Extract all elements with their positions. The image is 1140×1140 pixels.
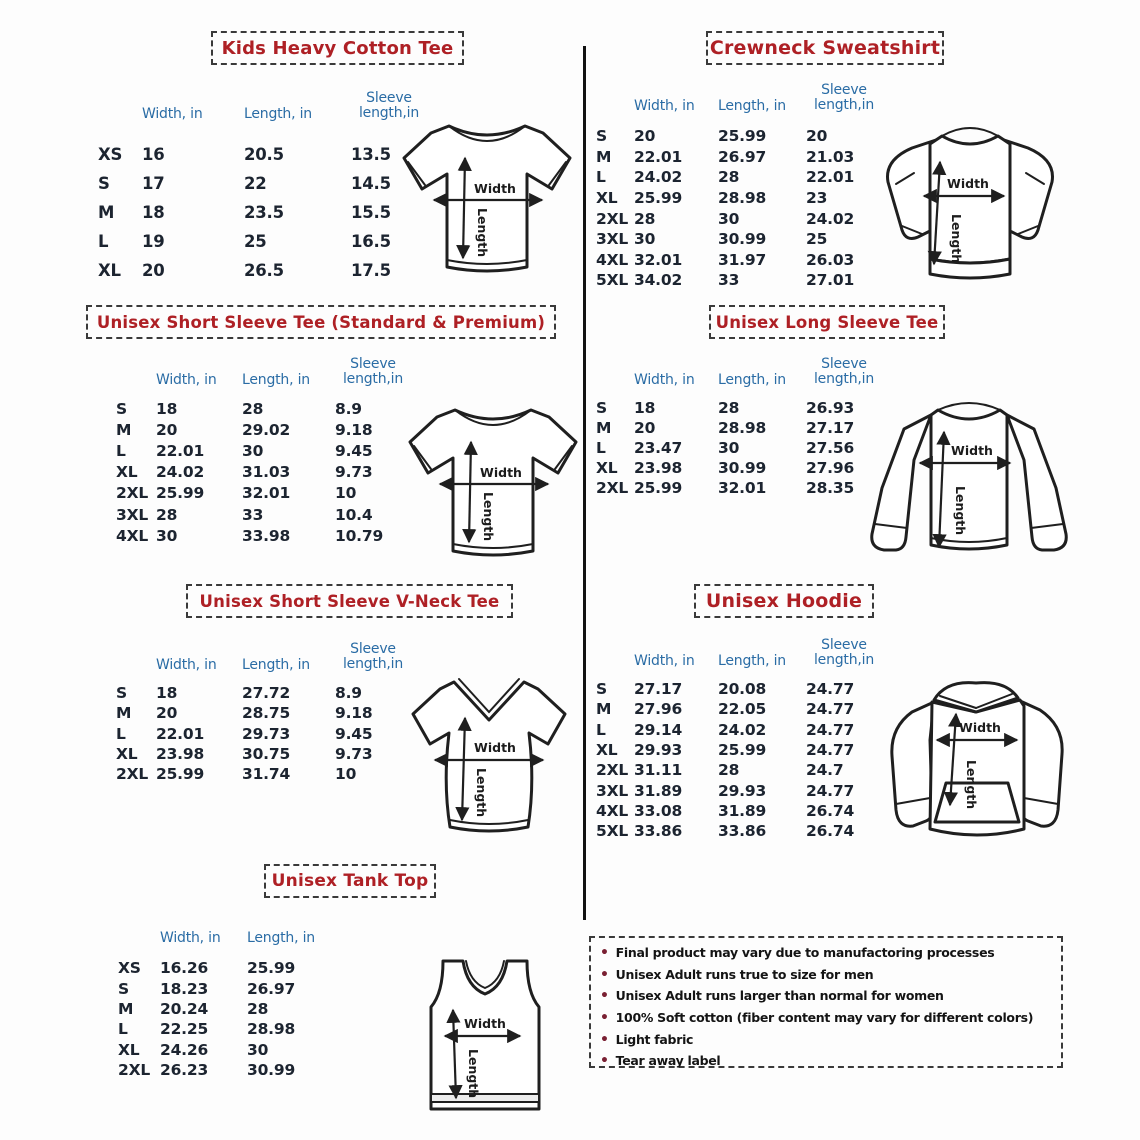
size-label: S	[596, 680, 607, 699]
measurement-value: 20	[156, 420, 178, 439]
size-label: M	[596, 147, 612, 166]
measurement-value: 34.02	[634, 271, 683, 290]
measurement-value: 14.5	[351, 174, 391, 193]
measurement-value: 28.98	[718, 189, 767, 208]
size-label: S	[596, 399, 607, 417]
section-title: Unisex Hoodie	[694, 584, 874, 618]
column-header-width: Width, in	[634, 653, 695, 669]
size-label: M	[98, 203, 115, 222]
size-label: XL	[118, 1040, 140, 1059]
measurement-value: 30	[634, 230, 656, 249]
section-title: Kids Heavy Cotton Tee	[211, 31, 464, 65]
length-label: Length	[949, 214, 964, 264]
measurement-value: 24.02	[718, 720, 767, 739]
hoodie-illustration	[882, 670, 1077, 855]
measurement-value: 30	[156, 526, 178, 545]
measurement-value: 24.77	[806, 680, 855, 699]
note-item	[600, 1053, 1052, 1075]
measurement-value: 33.08	[634, 801, 683, 820]
size-label: L	[116, 724, 126, 743]
column-header-sleeve: Sleeve length,in	[813, 355, 875, 388]
size-label: L	[596, 168, 606, 187]
measurement-value: 31.03	[242, 463, 291, 482]
column-header-length: Length, in	[247, 930, 315, 946]
bullet-icon: •	[600, 1053, 609, 1070]
size-label: 4XL	[596, 801, 629, 820]
measurement-value: 29.14	[634, 720, 683, 739]
measurement-value: 27.72	[242, 684, 291, 703]
width-label: Width	[474, 740, 516, 755]
measurement-value: 22.25	[160, 1020, 209, 1039]
column-header-width: Width, in	[160, 930, 221, 946]
size-table	[596, 78, 886, 291]
measurement-value: 26.93	[806, 399, 855, 417]
size-label: 3XL	[596, 781, 629, 800]
column-header-width: Width, in	[142, 106, 203, 122]
measurement-value: 9.73	[335, 463, 373, 482]
measurement-value: 31.89	[634, 781, 683, 800]
measurement-value: 18	[156, 684, 178, 703]
measurement-value: 24.77	[806, 741, 855, 760]
size-table	[118, 908, 340, 1080]
measurement-value: 25.99	[634, 189, 683, 208]
measurement-value: 27.96	[806, 459, 855, 477]
measurement-value: 26.97	[718, 147, 767, 166]
notes-box	[589, 936, 1063, 1068]
measurement-value: 20	[142, 261, 165, 280]
measurement-value: 25.99	[718, 741, 767, 760]
size-label: XL	[596, 459, 618, 477]
note-item	[600, 967, 1052, 989]
section-title: Unisex Short Sleeve Tee (Standard & Premium)	[86, 305, 556, 339]
corner-spacer	[596, 114, 634, 126]
size-label: 2XL	[596, 479, 629, 497]
size-label: 3XL	[596, 230, 629, 249]
size-label: 4XL	[116, 526, 149, 545]
note-item	[600, 1032, 1052, 1054]
measurement-value: 24.02	[634, 168, 683, 187]
measurement-value: 30	[242, 441, 264, 460]
measurement-value: 30.99	[247, 1061, 296, 1080]
measurement-value: 26.5	[244, 261, 284, 280]
measurement-value: 25.99	[156, 765, 205, 784]
measurement-value: 20	[634, 127, 656, 146]
length-label: Length	[964, 760, 979, 810]
size-table	[116, 628, 420, 784]
note-text: Unisex Adult runs larger than normal for women	[615, 988, 944, 1004]
sweatshirt-illustration	[862, 118, 1078, 295]
note-text: Unisex Adult runs true to size for men	[615, 966, 874, 982]
measurement-value: 15.5	[351, 203, 391, 222]
size-label: M	[116, 420, 132, 439]
size-label: XL	[116, 745, 138, 764]
size-label: S	[596, 127, 607, 146]
column-header-sleeve: Sleeve length,in	[813, 81, 875, 114]
size-label: M	[596, 700, 612, 719]
section-title: Unisex Short Sleeve V-Neck Tee	[186, 584, 513, 618]
size-label: S	[116, 399, 127, 418]
measurement-value: 18	[634, 399, 656, 417]
measurement-value: 20.5	[244, 145, 284, 164]
size-label: L	[118, 1020, 128, 1039]
size-label: S	[116, 684, 127, 703]
measurement-value: 28.35	[806, 479, 855, 497]
size-label: L	[98, 232, 109, 251]
measurement-value: 24.77	[806, 781, 855, 800]
corner-spacer	[116, 673, 156, 683]
measurement-value: 27.56	[806, 439, 855, 457]
column-header-width: Width, in	[156, 657, 217, 673]
measurement-value: 9.45	[335, 724, 373, 743]
note-text: Tear away label	[615, 1053, 721, 1069]
length-label: Length	[953, 486, 968, 536]
size-label: 3XL	[116, 505, 149, 524]
size-label: 2XL	[118, 1061, 151, 1080]
measurement-value: 30	[718, 439, 740, 457]
measurement-value: 33.86	[718, 822, 767, 841]
size-label: XL	[596, 741, 618, 760]
measurement-value: 28	[242, 399, 264, 418]
section-title: Unisex Long Sleeve Tee	[709, 305, 945, 339]
long-sleeve-tee-illustration	[862, 396, 1077, 573]
measurement-value: 27.17	[634, 680, 683, 699]
measurement-value: 24.77	[806, 700, 855, 719]
measurement-value: 16	[142, 145, 165, 164]
measurement-value: 10.79	[335, 526, 384, 545]
measurement-value: 28	[247, 999, 269, 1018]
measurement-value: 25.99	[718, 127, 767, 146]
length-label: Length	[466, 1049, 481, 1099]
width-label: Width	[959, 720, 1001, 735]
size-label: M	[596, 419, 612, 437]
measurement-value: 13.5	[351, 145, 391, 164]
measurement-value: 24.26	[160, 1040, 209, 1059]
size-label: XL	[116, 463, 138, 482]
size-label: L	[596, 439, 606, 457]
measurement-value: 17	[142, 174, 165, 193]
measurement-value: 25.99	[634, 479, 683, 497]
measurement-value: 20.08	[718, 680, 767, 699]
measurement-value: 31.74	[242, 765, 291, 784]
measurement-value: 19	[142, 232, 165, 251]
measurement-value: 28.98	[718, 419, 767, 437]
column-header-length: Length, in	[242, 657, 310, 673]
measurement-value: 28	[634, 209, 656, 228]
measurement-value: 10	[335, 765, 357, 784]
measurement-value: 32.01	[634, 250, 683, 269]
size-label: 2XL	[596, 761, 629, 780]
measurement-value: 33.98	[242, 526, 291, 545]
corner-spacer	[118, 946, 160, 958]
column-header-sleeve: Sleeve length,in	[813, 636, 875, 669]
size-label: XL	[98, 261, 121, 280]
measurement-value: 16.26	[160, 959, 209, 978]
section-title: Unisex Tank Top	[264, 864, 436, 898]
width-label: Width	[947, 176, 989, 191]
size-label: L	[116, 441, 126, 460]
measurement-value: 27.17	[806, 419, 855, 437]
size-label: XS	[118, 959, 141, 978]
size-label: XS	[98, 145, 123, 164]
measurement-value: 20	[156, 704, 178, 723]
measurement-value: 9.73	[335, 745, 373, 764]
bullet-icon: •	[600, 988, 609, 1005]
measurement-value: 18.23	[160, 979, 209, 998]
measurement-value: 23.5	[244, 203, 284, 222]
measurement-value: 27.01	[806, 271, 855, 290]
measurement-value: 9.18	[335, 420, 373, 439]
measurement-value: 30.99	[718, 230, 767, 249]
measurement-value: 25	[244, 232, 267, 251]
measurement-value: 33.86	[634, 822, 683, 841]
measurement-value: 26.03	[806, 250, 855, 269]
measurement-value: 23	[806, 189, 828, 208]
width-label: Width	[474, 181, 516, 196]
measurement-value: 28	[718, 168, 740, 187]
length-label: Length	[475, 208, 490, 258]
measurement-value: 25.99	[156, 484, 205, 503]
measurement-value: 20.24	[160, 999, 209, 1018]
measurement-value: 29.73	[242, 724, 291, 743]
measurement-value: 8.9	[335, 684, 362, 703]
measurement-value: 32.01	[242, 484, 291, 503]
vneck-tee-illustration	[402, 670, 577, 845]
measurement-value: 31.97	[718, 250, 767, 269]
tank-top-illustration	[425, 953, 545, 1118]
measurement-value: 29.93	[634, 741, 683, 760]
size-label: S	[118, 979, 129, 998]
corner-spacer	[98, 122, 142, 140]
corner-spacer	[596, 388, 634, 398]
column-header-length: Length, in	[718, 98, 786, 114]
size-table	[116, 348, 420, 546]
column-header-sleeve: Sleeve length,in	[358, 89, 420, 122]
bullet-icon: •	[600, 1031, 609, 1048]
measurement-value: 24.02	[156, 463, 205, 482]
measurement-value: 29.93	[718, 781, 767, 800]
measurement-value: 22.01	[634, 147, 683, 166]
measurement-value: 17.5	[351, 261, 391, 280]
width-label: Width	[480, 465, 522, 480]
measurement-value: 18	[142, 203, 165, 222]
note-item	[600, 988, 1052, 1010]
measurement-value: 28	[718, 399, 740, 417]
measurement-value: 22.01	[156, 724, 205, 743]
measurement-value: 33	[242, 505, 264, 524]
size-label: 2XL	[116, 484, 149, 503]
measurement-value: 18	[156, 399, 178, 418]
measurement-value: 16.5	[351, 232, 391, 251]
size-label: M	[116, 704, 132, 723]
size-label: M	[118, 999, 134, 1018]
note-text: 100% Soft cotton (fiber content may vary for different colors)	[615, 1010, 1034, 1026]
bullet-icon: •	[600, 945, 609, 961]
column-header-sleeve: Sleeve length,in	[342, 640, 404, 673]
measurement-value: 30	[247, 1040, 269, 1059]
measurement-value: 21.03	[806, 147, 855, 166]
tshirt-illustration	[398, 392, 588, 572]
size-label: XL	[596, 189, 618, 208]
column-header-width: Width, in	[634, 372, 695, 388]
measurement-value: 23.98	[156, 745, 205, 764]
size-label: 2XL	[116, 765, 149, 784]
column-header-width: Width, in	[156, 372, 217, 388]
bullet-icon: •	[600, 966, 609, 983]
corner-spacer	[116, 388, 156, 398]
measurement-value: 24.7	[806, 761, 844, 780]
measurement-value: 32.01	[718, 479, 767, 497]
measurement-value: 31.89	[718, 801, 767, 820]
column-header-sleeve: Sleeve length,in	[342, 355, 404, 388]
measurement-value: 22	[244, 174, 267, 193]
measurement-value: 10	[335, 484, 357, 503]
note-item	[600, 1010, 1052, 1032]
measurement-value: 9.45	[335, 441, 373, 460]
note-text: Final product may vary due to manufactoring processes	[615, 945, 995, 960]
size-label: S	[98, 174, 110, 193]
size-label: 4XL	[596, 250, 629, 269]
measurement-value: 26.74	[806, 822, 855, 841]
measurement-value: 29.02	[242, 420, 291, 439]
column-header-length: Length, in	[244, 106, 312, 122]
size-table	[596, 628, 886, 841]
measurement-value: 22.05	[718, 700, 767, 719]
measurement-value: 31.11	[634, 761, 683, 780]
size-label: L	[596, 720, 606, 739]
measurement-value: 22.01	[156, 441, 205, 460]
column-header-length: Length, in	[718, 372, 786, 388]
note-text: Light fabric	[615, 1031, 694, 1047]
measurement-value: 25	[806, 230, 828, 249]
measurement-value: 26.74	[806, 801, 855, 820]
measurement-value: 24.02	[806, 209, 855, 228]
size-table	[596, 348, 886, 498]
measurement-value: 26.97	[247, 979, 296, 998]
corner-spacer	[596, 669, 634, 679]
measurement-value: 28	[718, 761, 740, 780]
width-label: Width	[464, 1016, 506, 1031]
length-label: Length	[474, 768, 489, 818]
section-title: Crewneck Sweatshirt	[706, 31, 944, 65]
measurement-value: 28	[156, 505, 178, 524]
size-label: 5XL	[596, 271, 629, 290]
measurement-value: 25.99	[247, 959, 296, 978]
bullet-icon: •	[600, 1010, 609, 1027]
size-label: 5XL	[596, 822, 629, 841]
tshirt-illustration	[392, 108, 582, 288]
measurement-value: 24.77	[806, 720, 855, 739]
measurement-value: 28.75	[242, 704, 291, 723]
measurement-value: 28.98	[247, 1020, 296, 1039]
width-label: Width	[951, 443, 993, 458]
size-label: 2XL	[596, 209, 629, 228]
measurement-value: 20	[806, 127, 828, 146]
measurement-value: 30.99	[718, 459, 767, 477]
note-item	[600, 945, 1052, 967]
measurement-value: 10.4	[335, 505, 373, 524]
measurement-value: 8.9	[335, 399, 362, 418]
measurement-value: 26.23	[160, 1061, 209, 1080]
measurement-value: 30.75	[242, 745, 291, 764]
measurement-value: 27.96	[634, 700, 683, 719]
measurement-value: 30	[718, 209, 740, 228]
measurement-value: 23.47	[634, 439, 683, 457]
column-header-width: Width, in	[634, 98, 695, 114]
column-header-length: Length, in	[242, 372, 310, 388]
measurement-value: 9.18	[335, 704, 373, 723]
measurement-value: 22.01	[806, 168, 855, 187]
column-header-length: Length, in	[718, 653, 786, 669]
measurement-value: 23.98	[634, 459, 683, 477]
measurement-value: 20	[634, 419, 656, 437]
measurement-value: 33	[718, 271, 740, 290]
length-label: Length	[481, 492, 496, 542]
